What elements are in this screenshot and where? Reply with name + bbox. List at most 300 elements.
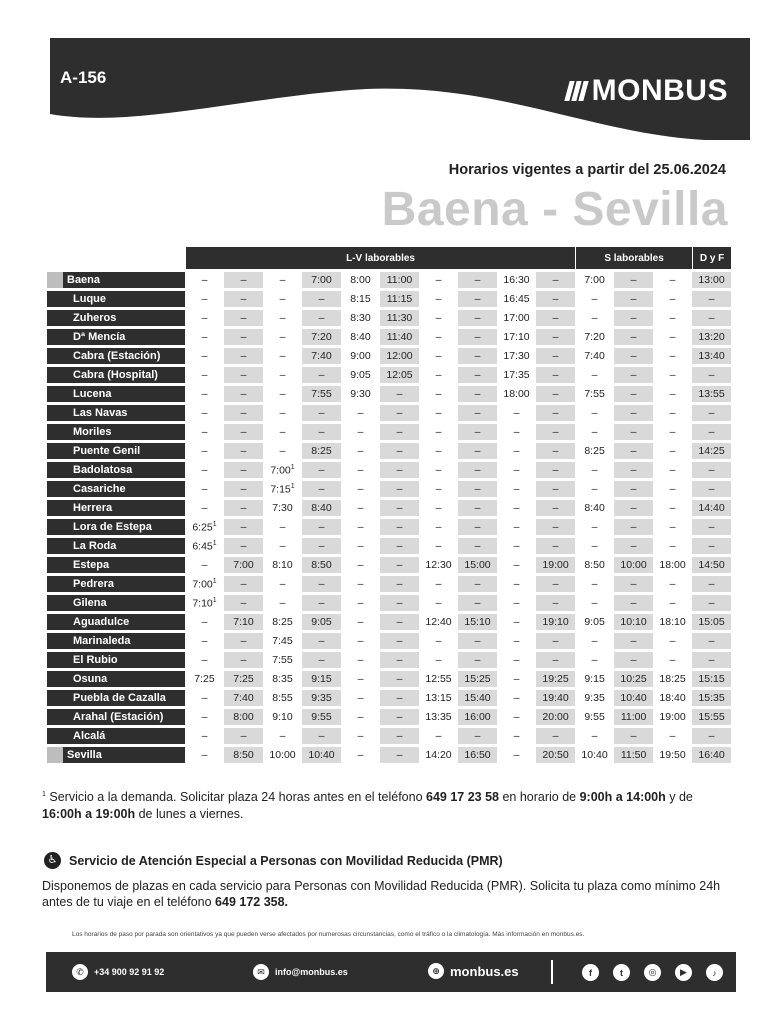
time-cell: – xyxy=(380,728,419,744)
stop-name: Casariche xyxy=(47,481,185,497)
page-title: Baena - Sevilla xyxy=(381,183,728,236)
time-cell: $6:25^1$ xyxy=(192,520,217,534)
time-cell: – xyxy=(513,654,520,666)
time-cell: – xyxy=(380,500,419,516)
time-cell: 9:10 xyxy=(272,711,293,723)
time-cell: – xyxy=(591,540,598,552)
time-cell: 17:00 xyxy=(503,312,530,324)
time-cell: – xyxy=(435,730,442,742)
table-row xyxy=(47,576,731,592)
time-cell: 15:55 xyxy=(692,709,731,725)
time-cell: – xyxy=(201,559,208,571)
time-cell: 7:10 xyxy=(224,614,263,630)
table-row xyxy=(47,614,731,630)
footnote-ref: 1 xyxy=(212,539,217,547)
time-cell: – xyxy=(536,652,575,668)
time-cell: – xyxy=(357,578,364,590)
stop-name: Sevilla xyxy=(47,747,185,763)
time-cell: – xyxy=(458,595,497,611)
time-cell: – xyxy=(201,464,208,476)
time-cell: – xyxy=(669,445,676,457)
time-cell: – xyxy=(201,692,208,704)
pmr-description xyxy=(42,878,732,910)
time-cell: – xyxy=(279,540,286,552)
time-cell: $6:45^1$ xyxy=(192,539,217,553)
table-row xyxy=(47,633,731,649)
time-cell: – xyxy=(357,597,364,609)
time-cell: – xyxy=(536,519,575,535)
table-row xyxy=(47,348,731,364)
time-cell: – xyxy=(669,597,676,609)
time-cell: – xyxy=(692,728,731,744)
time-cell: – xyxy=(614,728,653,744)
time-cell: – xyxy=(302,481,341,497)
time-cell: – xyxy=(458,633,497,649)
time-cell: – xyxy=(513,540,520,552)
time-cell: – xyxy=(692,310,731,326)
time-cell: – xyxy=(302,519,341,535)
time-cell: 14:20 xyxy=(425,749,452,761)
time-cell: – xyxy=(224,538,263,554)
time-cell: – xyxy=(380,747,419,763)
time-cell: 19:00 xyxy=(536,557,575,573)
time-cell: 9:55 xyxy=(584,711,605,723)
time-cell: – xyxy=(536,405,575,421)
table-row xyxy=(47,443,731,459)
time-cell: – xyxy=(302,291,341,307)
time-cell: 7:40 xyxy=(302,348,341,364)
time-cell: – xyxy=(435,350,442,362)
time-cell: – xyxy=(435,502,442,514)
time-cell: – xyxy=(357,635,364,647)
globe-icon: ⊕ xyxy=(428,963,444,979)
time-cell: – xyxy=(458,405,497,421)
time-cell: 7:00 xyxy=(584,274,605,286)
time-cell: – xyxy=(591,521,598,533)
time-cell: 12:05 xyxy=(380,367,419,383)
time-cell: 16:40 xyxy=(692,747,731,763)
time-cell: – xyxy=(380,709,419,725)
time-cell: 9:35 xyxy=(584,692,605,704)
time-cell: 7:25 xyxy=(194,673,215,685)
time-cell: – xyxy=(669,540,676,552)
time-cell: – xyxy=(380,671,419,687)
time-cell: – xyxy=(380,386,419,402)
time-cell: – xyxy=(435,388,442,400)
time-cell: – xyxy=(669,293,676,305)
time-cell: – xyxy=(591,654,598,666)
time-cell: – xyxy=(536,728,575,744)
time-cell: – xyxy=(201,502,208,514)
page-header xyxy=(50,38,750,140)
time-cell: – xyxy=(435,331,442,343)
time-cell: – xyxy=(591,635,598,647)
time-cell: – xyxy=(201,274,208,286)
time-cell: 10:40 xyxy=(302,747,341,763)
footnote-text: en horario de xyxy=(499,790,580,805)
stop-name: Estepa xyxy=(47,557,185,573)
time-cell: – xyxy=(536,576,575,592)
table-row xyxy=(47,557,731,573)
time-cell: 15:10 xyxy=(458,614,497,630)
brand-logo xyxy=(567,74,728,108)
time-cell: 10:40 xyxy=(614,690,653,706)
footnote-text: de lunes a viernes. xyxy=(135,807,244,822)
time-cell: – xyxy=(201,711,208,723)
time-cell: – xyxy=(614,272,653,288)
social-links xyxy=(582,964,723,981)
time-cell: – xyxy=(614,424,653,440)
time-cell: – xyxy=(201,293,208,305)
time-cell: – xyxy=(224,272,263,288)
time-cell: – xyxy=(201,350,208,362)
footnote-hours-afternoon: 16:00h a 19:00h xyxy=(42,807,136,822)
time-cell: – xyxy=(201,369,208,381)
time-cell: – xyxy=(201,426,208,438)
time-cell: – xyxy=(279,521,286,533)
time-cell: 7:45 xyxy=(272,635,293,647)
time-cell: – xyxy=(357,654,364,666)
time-cell: 9:55 xyxy=(302,709,341,725)
time-cell: – xyxy=(536,348,575,364)
time-cell: – xyxy=(692,291,731,307)
time-cell: – xyxy=(435,369,442,381)
time-cell: 13:35 xyxy=(425,711,452,723)
stop-name: Dª Mencía xyxy=(47,329,185,345)
time-cell: 14:40 xyxy=(692,500,731,516)
time-cell: – xyxy=(458,386,497,402)
time-cell: – xyxy=(669,483,676,495)
time-cell: – xyxy=(224,291,263,307)
time-cell: – xyxy=(536,291,575,307)
time-cell: – xyxy=(435,635,442,647)
time-cell: – xyxy=(302,576,341,592)
time-cell: – xyxy=(224,424,263,440)
stop-name: Badolatosa xyxy=(47,462,185,478)
time-cell: – xyxy=(669,388,676,400)
time-cell: 8:50 xyxy=(584,559,605,571)
time-cell: 17:30 xyxy=(503,350,530,362)
time-cell: – xyxy=(591,369,598,381)
time-cell: – xyxy=(380,462,419,478)
time-cell: – xyxy=(224,481,263,497)
time-cell: – xyxy=(357,464,364,476)
time-cell: – xyxy=(458,519,497,535)
footer-web-text: monbus.es xyxy=(450,963,519,979)
time-cell: 10:00 xyxy=(269,749,296,761)
time-cell: – xyxy=(380,405,419,421)
time-cell: – xyxy=(458,728,497,744)
disclaimer: Los horarios de paso por parada son orientativos ya que pueden verse afectados por numerosas circunstancias, como el tráfico o la climatología. Más información en monbus.es. xyxy=(72,931,585,938)
time-cell: 12:30 xyxy=(425,559,452,571)
table-row xyxy=(47,728,731,744)
time-cell: – xyxy=(669,730,676,742)
time-cell: 14:50 xyxy=(692,557,731,573)
time-cell: – xyxy=(380,481,419,497)
column-group-header: S laborables xyxy=(575,247,692,269)
route-code: A-156 xyxy=(60,68,107,87)
time-cell: – xyxy=(614,310,653,326)
time-cell: – xyxy=(591,578,598,590)
time-cell: – xyxy=(224,462,263,478)
time-cell: 9:15 xyxy=(302,671,341,687)
time-cell: – xyxy=(380,690,419,706)
time-cell: 16:50 xyxy=(458,747,497,763)
time-cell: – xyxy=(357,730,364,742)
header-spacer xyxy=(47,247,185,269)
time-cell: $7:00^1$ xyxy=(270,463,295,477)
time-cell: – xyxy=(614,348,653,364)
time-cell: – xyxy=(669,426,676,438)
time-cell: – xyxy=(614,576,653,592)
time-cell: – xyxy=(669,407,676,419)
time-cell: – xyxy=(513,445,520,457)
time-cell: – xyxy=(302,538,341,554)
time-cell: 7:25 xyxy=(224,671,263,687)
phone-icon: ✆ xyxy=(72,964,88,980)
footnote-ref: 1 xyxy=(212,596,217,604)
time-cell: – xyxy=(614,500,653,516)
time-cell: 7:55 xyxy=(584,388,605,400)
time-cell: 8:00 xyxy=(224,709,263,725)
time-cell: – xyxy=(458,272,497,288)
stop-name: Osuna xyxy=(47,671,185,687)
time-cell: – xyxy=(669,350,676,362)
stop-name: Aguadulce xyxy=(47,614,185,630)
time-cell: – xyxy=(614,329,653,345)
time-cell: – xyxy=(692,462,731,478)
time-cell: 18:00 xyxy=(659,559,686,571)
table-row xyxy=(47,310,731,326)
time-cell: 7:40 xyxy=(224,690,263,706)
time-cell: – xyxy=(458,443,497,459)
time-cell: – xyxy=(435,464,442,476)
footnote-ref: 1 xyxy=(290,482,295,490)
time-cell: $7:10^1$ xyxy=(192,596,217,610)
time-cell: 9:00 xyxy=(350,350,371,362)
footer-phone-text: +34 900 92 91 92 xyxy=(94,967,165,977)
brand-name: MONBUS xyxy=(591,74,728,107)
time-cell: – xyxy=(279,274,286,286)
time-cell: – xyxy=(201,445,208,457)
time-cell: – xyxy=(513,521,520,533)
time-cell: 17:35 xyxy=(503,369,530,381)
time-cell: 7:00 xyxy=(302,272,341,288)
time-cell: 8:40 xyxy=(350,331,371,343)
table-row xyxy=(47,481,731,497)
time-cell: – xyxy=(669,274,676,286)
footnote-marker: 1 xyxy=(42,791,46,798)
time-cell: – xyxy=(357,749,364,761)
tiktok-icon[interactable]: ♪ xyxy=(706,964,723,981)
time-cell: – xyxy=(669,502,676,514)
time-cell: – xyxy=(614,291,653,307)
time-cell: – xyxy=(302,367,341,383)
time-cell: – xyxy=(458,310,497,326)
time-cell: – xyxy=(201,635,208,647)
time-cell: – xyxy=(357,502,364,514)
time-cell: 7:55 xyxy=(272,654,293,666)
time-cell: – xyxy=(224,329,263,345)
time-cell: 18:00 xyxy=(503,388,530,400)
time-cell: – xyxy=(357,540,364,552)
time-cell: 8:10 xyxy=(272,559,293,571)
time-cell: – xyxy=(591,293,598,305)
time-cell: – xyxy=(692,405,731,421)
time-cell: – xyxy=(614,481,653,497)
time-cell: 16:30 xyxy=(503,274,530,286)
time-cell: 15:00 xyxy=(458,557,497,573)
time-cell: – xyxy=(614,462,653,478)
time-cell: 15:05 xyxy=(692,614,731,630)
footnote-text: Servicio a la demanda. Solicitar plaza 24 horas antes en el teléfono xyxy=(45,790,426,805)
time-cell: $7:00^1$ xyxy=(192,577,217,591)
time-cell: – xyxy=(591,483,598,495)
time-cell: – xyxy=(201,616,208,628)
stop-name: Herrera xyxy=(47,500,185,516)
youtube-icon[interactable]: ▶ xyxy=(675,964,692,981)
stop-name: Zuheros xyxy=(47,310,185,326)
time-cell: – xyxy=(536,443,575,459)
time-cell: – xyxy=(279,312,286,324)
footer-email[interactable] xyxy=(253,964,348,980)
time-cell: – xyxy=(279,331,286,343)
time-cell: – xyxy=(279,388,286,400)
time-cell: – xyxy=(614,652,653,668)
time-cell: – xyxy=(380,519,419,535)
table-row xyxy=(47,405,731,421)
time-cell: – xyxy=(458,481,497,497)
facebook-icon[interactable]: f xyxy=(582,964,599,981)
time-cell: – xyxy=(614,519,653,535)
time-cell: – xyxy=(279,369,286,381)
time-cell: 7:20 xyxy=(302,329,341,345)
time-cell: – xyxy=(458,367,497,383)
time-cell: 16:00 xyxy=(458,709,497,725)
time-cell: – xyxy=(591,730,598,742)
time-cell: – xyxy=(302,652,341,668)
time-cell: 9:05 xyxy=(350,369,371,381)
time-cell: – xyxy=(357,445,364,457)
time-cell: – xyxy=(458,291,497,307)
time-cell: 12:00 xyxy=(380,348,419,364)
time-cell: 15:35 xyxy=(692,690,731,706)
time-cell: – xyxy=(357,692,364,704)
time-cell: 8:00 xyxy=(350,274,371,286)
time-cell: – xyxy=(692,576,731,592)
time-cell: – xyxy=(513,616,520,628)
time-cell: 19:25 xyxy=(536,671,575,687)
time-cell: 11:15 xyxy=(380,291,419,307)
time-cell: – xyxy=(669,521,676,533)
time-cell: – xyxy=(614,367,653,383)
time-cell: – xyxy=(302,310,341,326)
time-cell: 10:00 xyxy=(614,557,653,573)
time-cell: – xyxy=(302,424,341,440)
stop-name: Lucena xyxy=(47,386,185,402)
time-cell: – xyxy=(591,464,598,476)
table-row xyxy=(47,272,731,288)
time-cell: 15:15 xyxy=(692,671,731,687)
time-cell: 9:30 xyxy=(350,388,371,400)
time-cell: 13:20 xyxy=(692,329,731,345)
time-cell: 8:30 xyxy=(350,312,371,324)
time-cell: – xyxy=(224,595,263,611)
time-cell: – xyxy=(536,310,575,326)
time-cell: – xyxy=(435,654,442,666)
time-cell: – xyxy=(201,654,208,666)
time-cell: – xyxy=(224,728,263,744)
time-cell: – xyxy=(614,538,653,554)
time-cell: 19:10 xyxy=(536,614,575,630)
time-cell: 7:00 xyxy=(224,557,263,573)
time-cell: – xyxy=(357,483,364,495)
pmr-text: Disponemos de plazas en cada servicio para Personas con Movilidad Reducida (PMR). Solicita tu plaza como mínimo 24h antes de tu viaje en el teléfono xyxy=(42,879,721,909)
time-cell: – xyxy=(224,310,263,326)
time-cell: 10:10 xyxy=(614,614,653,630)
time-cell: 13:40 xyxy=(692,348,731,364)
time-cell: – xyxy=(458,500,497,516)
time-cell: $7:15^1$ xyxy=(270,482,295,496)
footer-phone[interactable] xyxy=(72,964,164,980)
twitter-icon[interactable]: t xyxy=(613,964,630,981)
time-cell: – xyxy=(380,633,419,649)
time-cell: – xyxy=(302,728,341,744)
time-cell: – xyxy=(513,483,520,495)
time-cell: – xyxy=(513,673,520,685)
instagram-icon[interactable]: ◎ xyxy=(644,964,661,981)
time-cell: 19:00 xyxy=(659,711,686,723)
footnote-hours-morning: 9:00h a 14:00h xyxy=(579,790,666,805)
time-cell: – xyxy=(380,652,419,668)
time-cell: – xyxy=(201,483,208,495)
table-row xyxy=(47,424,731,440)
time-cell: – xyxy=(692,652,731,668)
time-cell: – xyxy=(669,578,676,590)
time-cell: – xyxy=(692,367,731,383)
table-row xyxy=(47,386,731,402)
time-cell: – xyxy=(224,500,263,516)
time-cell: – xyxy=(458,329,497,345)
time-cell: – xyxy=(435,426,442,438)
time-cell: – xyxy=(669,654,676,666)
time-cell: – xyxy=(224,386,263,402)
time-cell: 10:25 xyxy=(614,671,653,687)
time-cell: – xyxy=(201,749,208,761)
table-row xyxy=(47,652,731,668)
time-cell: – xyxy=(536,329,575,345)
time-cell: – xyxy=(201,407,208,419)
time-cell: – xyxy=(536,462,575,478)
time-cell: 8:35 xyxy=(272,673,293,685)
footnote-ref: 1 xyxy=(290,463,295,471)
brand-mark-icon xyxy=(567,81,586,101)
time-cell: – xyxy=(435,578,442,590)
time-cell: 18:10 xyxy=(659,616,686,628)
time-cell: – xyxy=(513,502,520,514)
time-cell: – xyxy=(224,348,263,364)
time-cell: 9:35 xyxy=(302,690,341,706)
email-icon: ✉ xyxy=(253,964,269,980)
time-cell: 8:40 xyxy=(302,500,341,516)
footer-web[interactable] xyxy=(428,963,519,979)
stop-name: Luque xyxy=(47,291,185,307)
time-cell: – xyxy=(513,692,520,704)
time-cell: – xyxy=(224,519,263,535)
time-cell: – xyxy=(614,595,653,611)
time-cell: 15:40 xyxy=(458,690,497,706)
time-cell: – xyxy=(380,443,419,459)
